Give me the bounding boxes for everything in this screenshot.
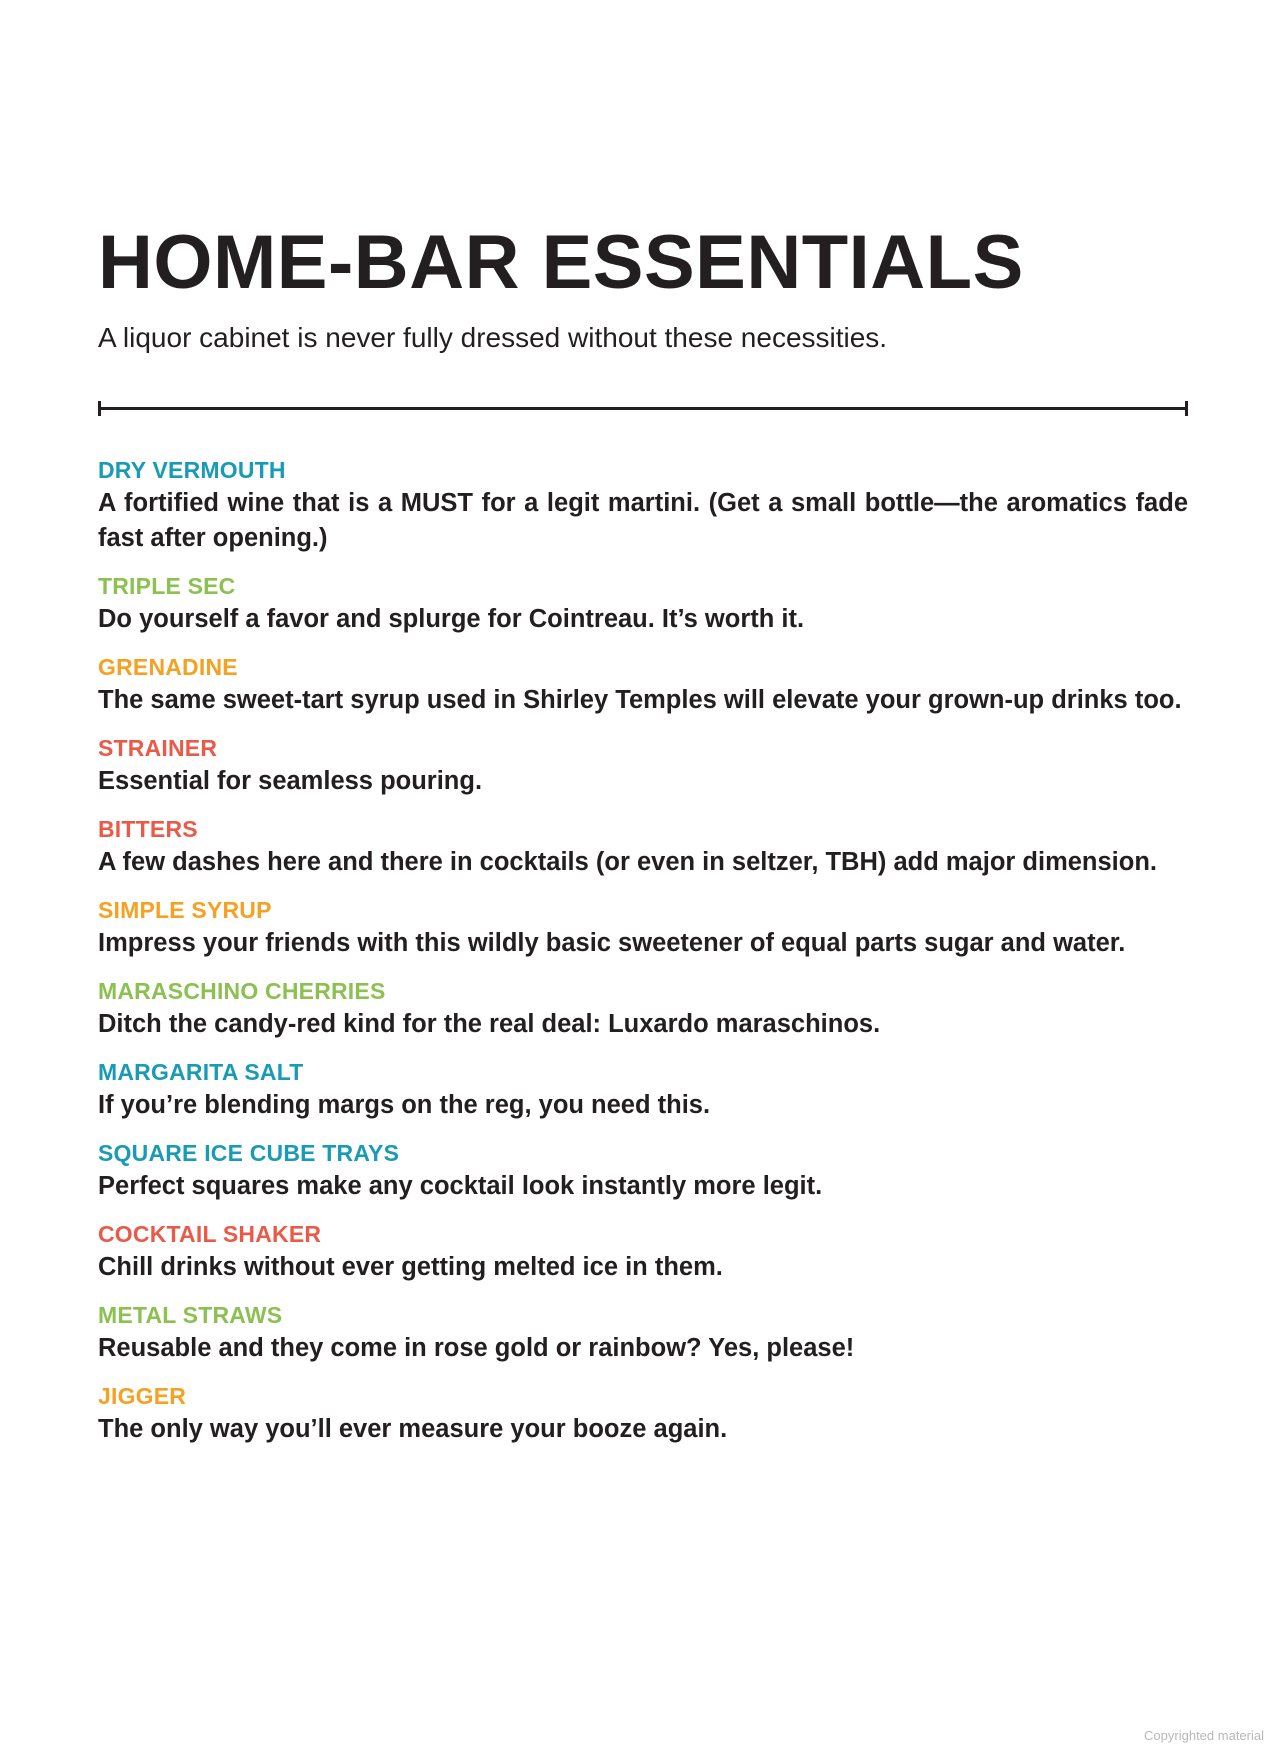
list-item — [98, 975, 1188, 1042]
item-heading: METAL STRAWS — [98, 1302, 283, 1328]
item-description: Ditch the candy-red kind for the real deal: Luxardo maraschinos. — [98, 1010, 881, 1038]
list-item — [98, 894, 1188, 961]
item-heading: GRENADINE — [98, 654, 238, 680]
item-heading: DRY VERMOUTH — [98, 457, 286, 483]
item-description: Perfect squares make any cocktail look instantly more legit. — [98, 1172, 823, 1200]
list-item — [98, 651, 1188, 718]
item-description: A few dashes here and there in cocktails (or even in seltzer, TBH) add major dimension. — [98, 848, 1158, 876]
essentials-list — [98, 454, 1188, 1461]
list-item — [98, 1137, 1188, 1204]
item-heading: BITTERS — [98, 816, 198, 842]
item-heading: SQUARE ICE CUBE TRAYS — [98, 1140, 400, 1166]
list-item — [98, 1218, 1188, 1285]
item-description: A fortified wine that is a MUST for a legit martini. (Get a small bottle—the aromatics fade fast after opening.) — [98, 489, 1188, 552]
divider-line — [98, 407, 1188, 410]
list-item — [98, 454, 1188, 556]
item-heading: TRIPLE SEC — [98, 573, 236, 599]
item-heading: COCKTAIL SHAKER — [98, 1221, 322, 1247]
item-description: Do yourself a favor and splurge for Cointreau. It’s worth it. — [98, 605, 805, 633]
item-heading: MARASCHINO CHERRIES — [98, 978, 386, 1004]
page-subtitle: A liquor cabinet is never fully dressed without these necessities. — [98, 322, 888, 353]
item-heading: STRAINER — [98, 735, 218, 761]
item-description: If you’re blending margs on the reg, you need this. — [98, 1091, 711, 1119]
item-description: Essential for seamless pouring. — [98, 767, 483, 795]
copyright-watermark: Copyrighted material — [1144, 1728, 1264, 1743]
list-item — [98, 1056, 1188, 1123]
item-heading: MARGARITA SALT — [98, 1059, 304, 1085]
list-item — [98, 1380, 1188, 1447]
list-item — [98, 732, 1188, 799]
list-item — [98, 570, 1188, 637]
item-heading: SIMPLE SYRUP — [98, 897, 272, 923]
item-heading: JIGGER — [98, 1383, 187, 1409]
item-description: Chill drinks without ever getting melted ice in them. — [98, 1253, 723, 1281]
item-description: The same sweet-tart syrup used in Shirley Temples will elevate your grown-up drinks too. — [98, 686, 1182, 714]
list-item — [98, 813, 1188, 880]
divider-right-cap — [1185, 401, 1188, 416]
item-description: Impress your friends with this wildly basic sweetener of equal parts sugar and water. — [98, 929, 1126, 957]
item-description: The only way you’ll ever measure your booze again. — [98, 1415, 728, 1443]
item-description: Reusable and they come in rose gold or rainbow? Yes, please! — [98, 1334, 855, 1362]
section-divider — [98, 400, 1188, 416]
list-item — [98, 1299, 1188, 1366]
page-title: HOME-BAR ESSENTIALS — [98, 220, 1024, 305]
